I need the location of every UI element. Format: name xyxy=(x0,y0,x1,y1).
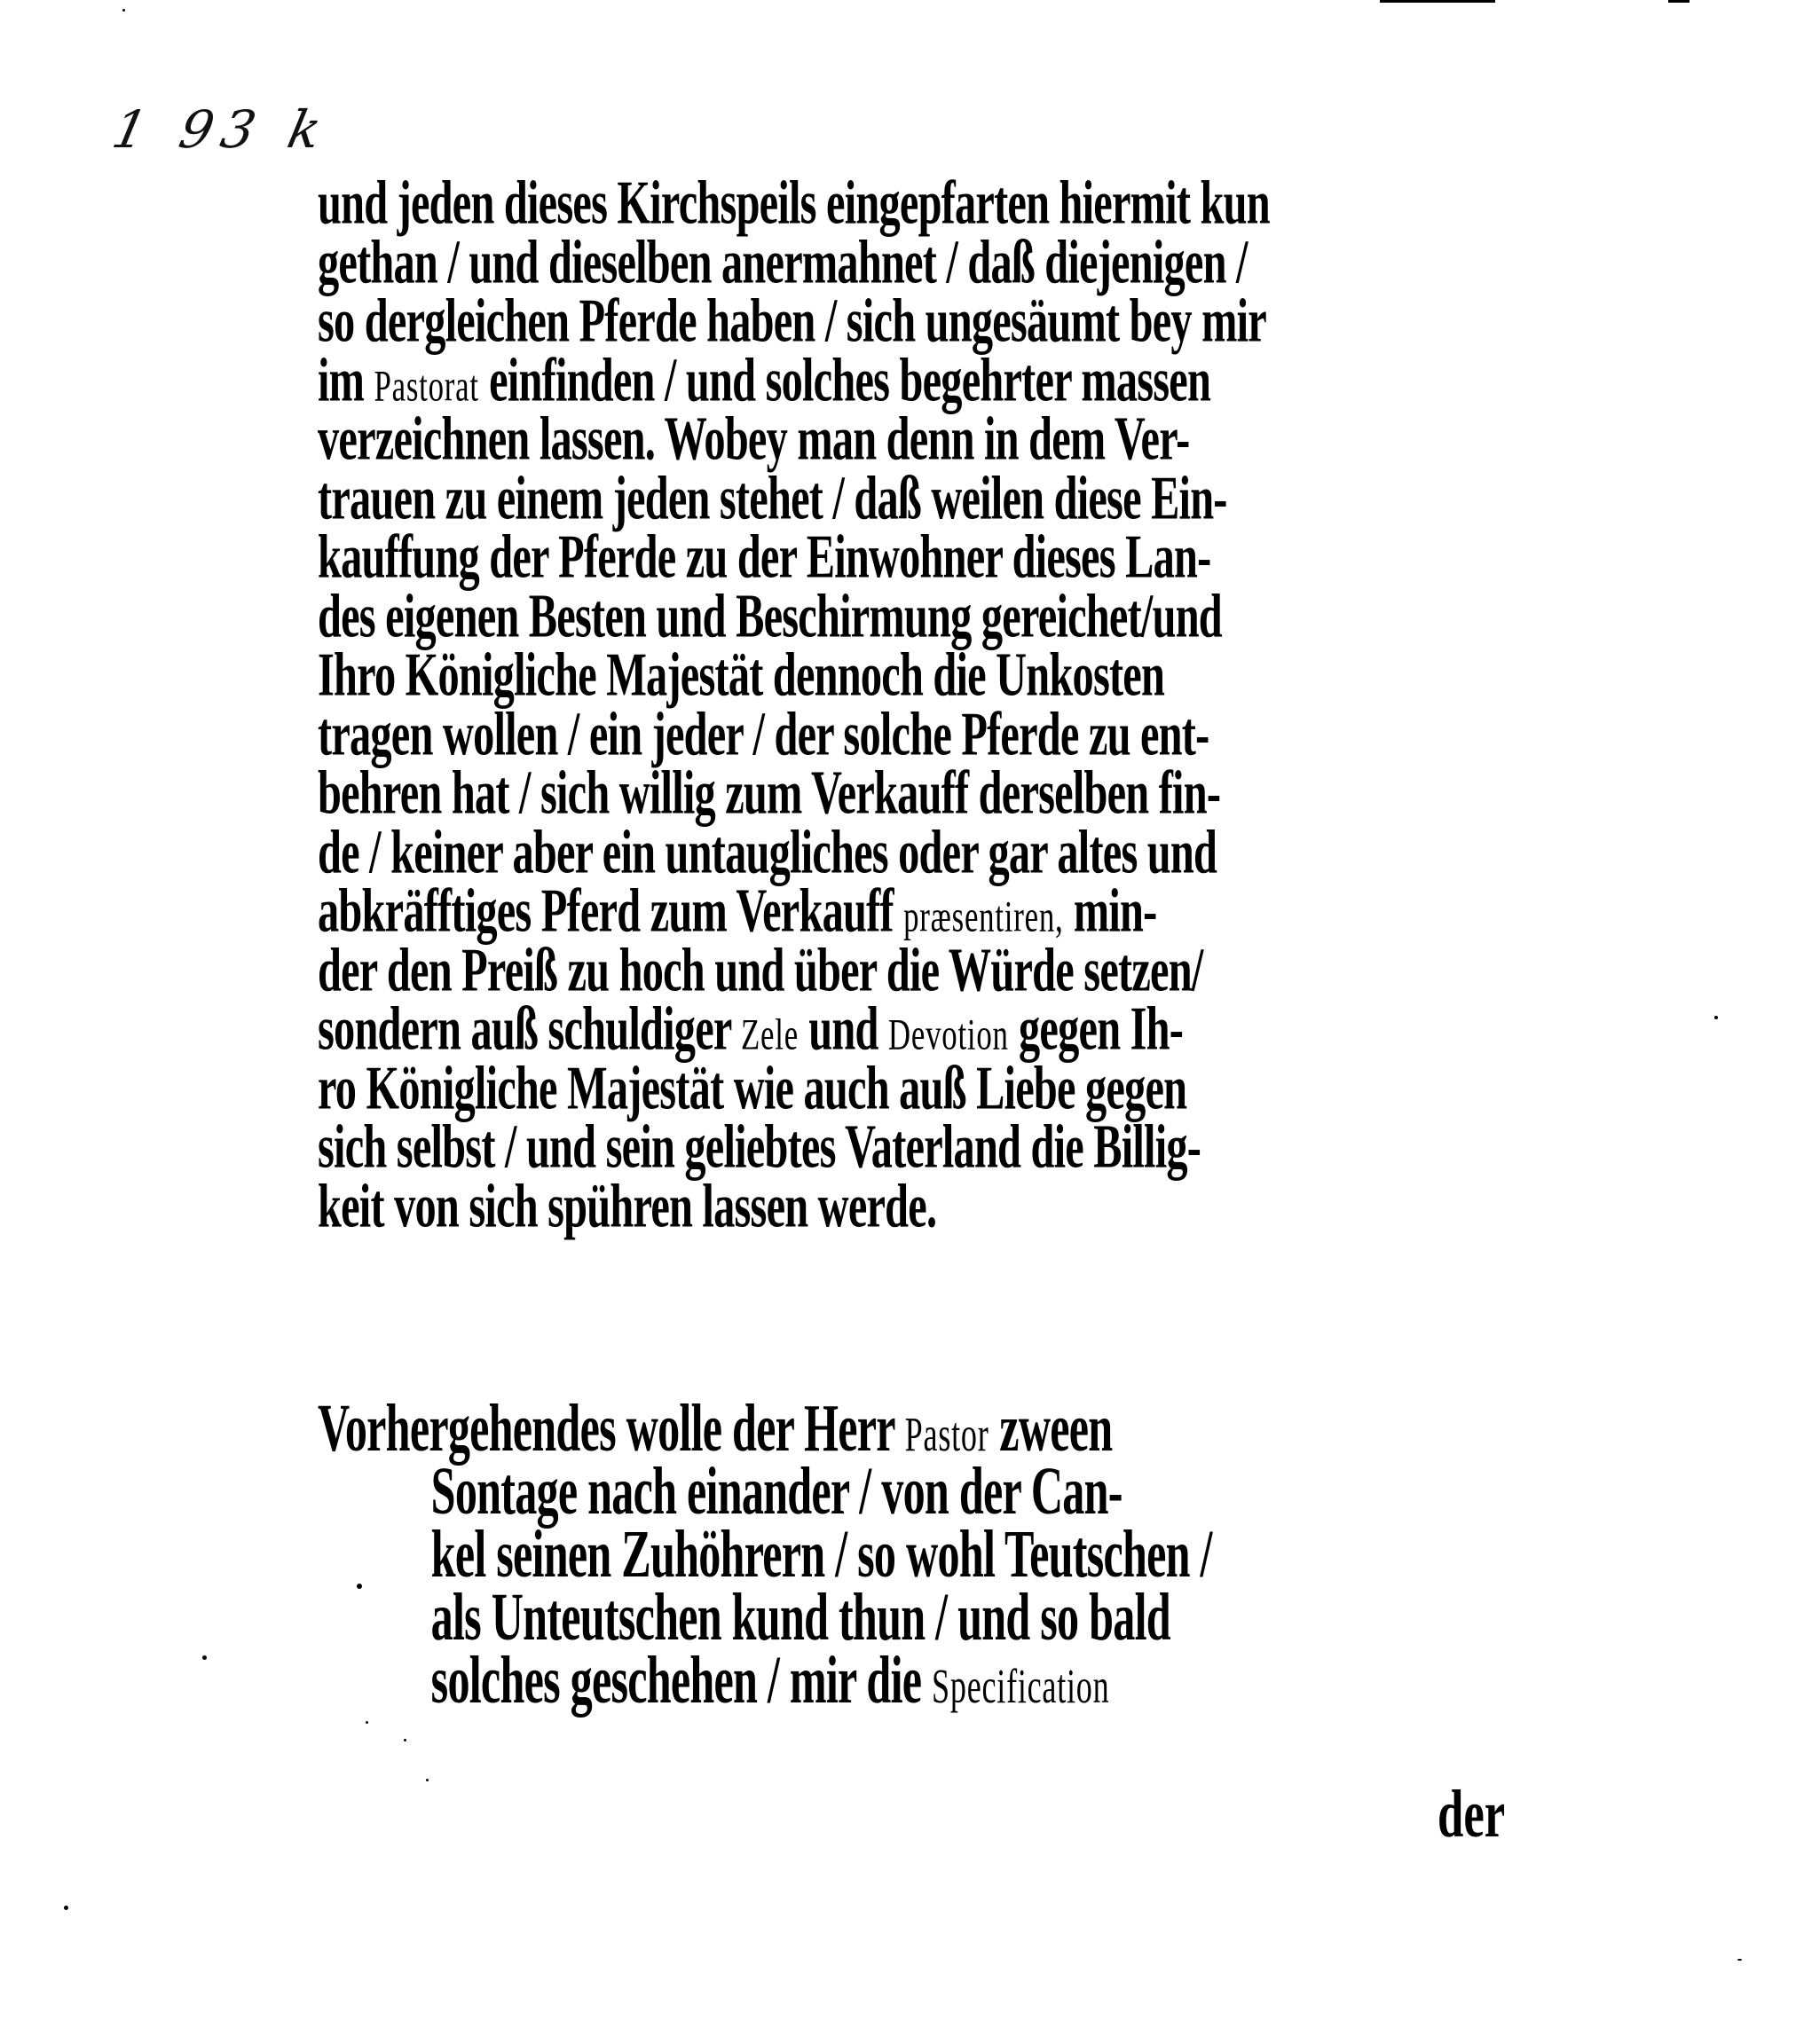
text-segment: zween xyxy=(989,1391,1113,1466)
text-line: ro Königliche Majestät wie auch auß Liebe gegen xyxy=(318,1054,1187,1122)
text-line: trauen zu einem jeden stehet / daß weilen diese Ein- xyxy=(318,464,1227,532)
antiqua-word: Devotion xyxy=(887,1009,1009,1059)
text-line: behren hat / sich willig zum Verkauff derselben fin- xyxy=(318,759,1221,828)
text-segment: abkräfftiges Pferd zum Verkauff xyxy=(318,877,904,946)
text-line: Ihro Königliche Majestät dennoch die Unkosten xyxy=(318,641,1165,710)
scan-speck xyxy=(122,9,125,12)
text-segment: solches geschehen / mir die xyxy=(430,1643,933,1718)
text-line xyxy=(318,1645,1249,1718)
text-segment: gegen Ih- xyxy=(1008,994,1184,1064)
antiqua-word: Specification xyxy=(932,1661,1110,1714)
scan-speck xyxy=(404,1739,406,1741)
scan-speck xyxy=(1714,1016,1718,1019)
antiqua-word: Zele xyxy=(740,1009,799,1059)
text-line: Sontage nach einander / von der Can- xyxy=(430,1454,1122,1529)
scan-speck xyxy=(202,1655,207,1660)
text-line: und jeden dieses Kirchspeils eingepfarten hiermit kun xyxy=(318,169,1270,238)
antiqua-word: præsentiren, xyxy=(903,891,1064,941)
text-line xyxy=(318,348,1272,413)
antiqua-word: Pastorat xyxy=(374,360,479,411)
antiqua-word: Pastor xyxy=(904,1409,989,1462)
scan-speck xyxy=(64,1906,68,1910)
text-line xyxy=(318,996,1272,1062)
text-line: des eigenen Besten und Beschirmung gereichet/und xyxy=(318,582,1222,650)
scan-speck xyxy=(1737,1959,1742,1961)
text-line: keit von sich spühren lassen werde. xyxy=(318,1172,937,1240)
text-segment: und xyxy=(798,994,888,1064)
text-segment: einfinden / und solches begehrter massen xyxy=(478,346,1211,414)
text-line: sich selbst / und sein geliebtes Vaterland die Billig- xyxy=(318,1112,1201,1182)
text-segment: sondern auß schuldiger xyxy=(318,994,741,1064)
scan-edge-mark xyxy=(1380,0,1495,3)
text-segment: min- xyxy=(1063,877,1157,946)
text-line: kauffung der Pferde zu der Einwohner dieses Lan- xyxy=(318,523,1211,592)
text-line xyxy=(318,878,1272,944)
text-line: de / keiner aber ein untaugliches oder gar altes und xyxy=(318,818,1217,886)
paragraph-2 xyxy=(318,1391,1542,1718)
scan-speck xyxy=(357,1584,362,1589)
text-line: verzeichnen lassen. Wobey man denn in dem Ver- xyxy=(318,405,1190,474)
handwritten-folio-note: 1 93 k xyxy=(106,99,335,160)
text-segment: Vorhergehendes wolle der Herr xyxy=(318,1391,905,1466)
scan-speck xyxy=(366,1721,368,1724)
scan-speck xyxy=(426,1779,429,1781)
paragraph-1 xyxy=(318,169,1542,1240)
text-line: kel seinen Zuhöhrern / so wohl Teutschen / xyxy=(430,1517,1212,1592)
text-line: so dergleichen Pferde haben / sich ungesäumt bey mir xyxy=(318,287,1266,356)
text-line: als Unteutschen kund thun / und so bald xyxy=(430,1580,1170,1655)
text-segment: im xyxy=(318,346,374,414)
scan-edge-mark xyxy=(1668,0,1690,3)
text-line: der den Preiß zu hoch und über die Würde setzen/ xyxy=(318,936,1203,1004)
catchword: der xyxy=(1438,1777,1506,1852)
text-line: tragen wollen / ein jeder / der solche Pferde zu ent- xyxy=(318,700,1209,768)
text-line: gethan / und dieselben anermahnet / daß diejenigen / xyxy=(318,228,1248,296)
